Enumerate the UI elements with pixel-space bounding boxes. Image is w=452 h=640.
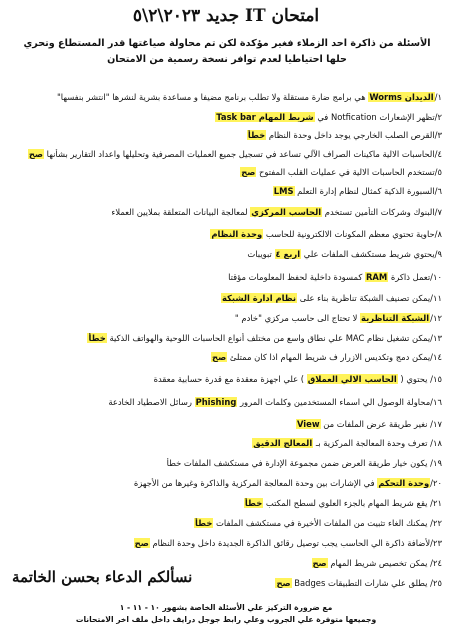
footer-note-2: وجميعها متوفرة علي الجروب وعلي رابط جوجل درايف داخل ملف اخر الامتحانات [75, 615, 377, 624]
question-text: ١٦/محاولة الوصول الي اسماء المستخدمين وكلمات المرور [237, 397, 442, 407]
question-text: ٢١/ يقع شريط المهام بالجزء العلوي لسطح المكتب [263, 498, 442, 508]
answer-highlight: الحاسب المركزي [251, 207, 322, 217]
question-item [6, 112, 442, 123]
question-item [6, 130, 442, 141]
question-item [6, 538, 442, 549]
question-text: ٩/يحتوي شريط مستكشف الملفات علي [301, 249, 442, 259]
closing-prayer: نسألكم الدعاء بحسن الخاتمة [12, 568, 193, 586]
question-text: ١٧/ نغير طريقة عرض الملفات من [320, 419, 442, 429]
page-title: امتحان IT جديد ٢٠٢٣\٢\٥ [132, 6, 320, 26]
answer-highlight: صح [241, 167, 256, 177]
question-text-tail: رسائل الاصطياد الخادعة [108, 397, 195, 407]
answer-highlight: الديدان Worms [369, 92, 434, 102]
answer-highlight: Phishing [195, 397, 237, 407]
question-text-tail: ) علي اجهزة معقدة مع قدرة حسابية معقدة [153, 374, 307, 384]
question-text: ٥/تستخدم الحاسبات الالية في عمليات القلب المفتوح [256, 167, 442, 177]
answer-highlight: وحدة التحكم [378, 478, 430, 488]
question-item [6, 333, 442, 344]
question-item [6, 438, 442, 449]
question-item [6, 458, 442, 469]
question-text: ٢٤/ يمكن تخصيص شريط المهام [327, 558, 442, 568]
question-text-tail: هي برامج ضارة مستقلة ولا تطلب برنامج مضيفا و مساعدة بشرية لنشرها "انتشر بنفسها" [56, 92, 369, 102]
answer-highlight: خطأ [195, 518, 213, 528]
question-item [6, 419, 442, 430]
question-item [6, 313, 442, 324]
question-text: ١٣/يمكن تشغيل نظام MAC علي نطاق واسع من مختلف أنواع الحاسبات اللوحية والهواتف الذكية [106, 333, 442, 343]
answer-highlight: الشبكة التناظرية [361, 313, 430, 323]
answer-highlight: RAM [365, 272, 388, 282]
question-text: ١٥/ يحتوي ( [397, 374, 442, 384]
question-text: ١٤/يمكن دمج وتكديس الازرار ف شريط المهام اذا كان ممتلئ [227, 352, 442, 362]
question-text: ١١/يمكن تصنيف الشبكة تناظرية بناء على [297, 293, 442, 303]
answer-highlight: صح [28, 149, 44, 159]
question-text: ٢/تظهر الإشعارات Notfication في [314, 112, 442, 122]
answer-highlight: صح [276, 578, 291, 588]
answer-highlight: خطأ [247, 130, 266, 140]
answer-highlight: View [296, 419, 320, 429]
question-text-tail: في الإشارات بين وحدة المعالجة المركزية والذاكرة وغيرها من الأجهزة [133, 478, 378, 488]
question-text-tail: لا تحتاج الى حاسب مركزي "خادم " [234, 313, 361, 323]
question-item [6, 92, 442, 103]
intro-note: الأسئلة من ذاكرة احد الزملاء فغير مؤكدة لكن تم محاولة صياغتها قدر المستطاع وتحري حلها احتياطيا لعدم توافر نسخة رسمية من الامتحان [23, 38, 431, 65]
question-text: ٤/الحاسبات الالية ماكينات الصراف الآلي تساعد في تسجيل جميع العمليات المصرفية وتحليلها واعداد التقارير بشأنها [44, 149, 442, 159]
question-item [6, 207, 442, 218]
question-item [6, 167, 442, 178]
answer-highlight: نظام ادارة الشبكة [221, 293, 297, 303]
footer-note-1: مع ضرورة التركيز علي الأسئلة الخاصة بشهور ١٠ - ١١ - ١ [119, 603, 333, 612]
question-item [6, 374, 442, 385]
answer-highlight: خطأ [244, 498, 263, 508]
answer-highlight: المعالج الدقيق [253, 438, 313, 448]
question-item [6, 249, 442, 260]
answer-highlight: الحاسب الالي العملاق [307, 374, 397, 384]
question-item [6, 272, 442, 283]
question-item [6, 518, 442, 529]
answer-highlight: وحدة النظام [211, 229, 263, 239]
question-text-tail: تبويبات [247, 249, 275, 259]
question-item [6, 149, 442, 160]
answer-highlight: شريط المهام Task bar [216, 112, 314, 122]
question-text: ٨/حاوية تحتوي معظم المكونات الالكترونية للحاسب [263, 229, 442, 239]
question-text: ١/ [434, 92, 442, 102]
answer-highlight: صح [212, 352, 227, 362]
question-item [6, 478, 442, 489]
question-text: ١٢/ [430, 313, 442, 323]
question-item [6, 498, 442, 509]
question-text: ٦/السبورة الذكية كمثال لنظام إدارة التعلم [294, 186, 442, 196]
question-item [6, 186, 442, 197]
question-text: ١٩/ يكون خيار طريقة العرض ضمن مجموعة الإدارة في مستكشف الملفات خطأ [166, 458, 442, 468]
answer-highlight: اربع ٤ [275, 249, 301, 259]
question-text: ٢٠/ [430, 478, 442, 488]
answer-highlight: خطأ [88, 333, 106, 343]
answer-highlight: صح [312, 558, 327, 568]
question-item [6, 229, 442, 240]
question-text: ٢٢/ يمكنك الغاء تثبيت من الملفات الأخيرة في مستكشف الملفات [213, 518, 442, 528]
question-text-tail: كمسودة داخلية لحفظ المعلومات مؤقتا [228, 272, 365, 282]
question-text: ٢٣/لأضافة ذاكرة الي الحاسب يجب توصيل رقائق الذاكرة الجديدة داخل وحدة النظام [149, 538, 442, 548]
question-text-tail: لمعالجة البيانات المتعلقة بملايين العملاء [111, 207, 251, 217]
question-text: ٧/البنوك وشركات التأمين تستخدم [322, 207, 442, 217]
answer-highlight: LMS [273, 186, 294, 196]
question-text: ١٠/تعمل ذاكرة [388, 272, 442, 282]
answer-highlight: صح [134, 538, 149, 548]
question-text: ٣/القرص الصلب الخارجي يوجد داخل وحدة النظام [266, 130, 442, 140]
question-item [170, 578, 442, 589]
question-text: ١٨/ تعرف وحدة المعالجة المركزية بـ [313, 438, 442, 448]
question-item [6, 397, 442, 408]
question-text: ٢٥/ يطلق علي شارات التطبيقات Badges [291, 578, 442, 588]
question-item [6, 352, 442, 363]
question-item [6, 293, 442, 304]
